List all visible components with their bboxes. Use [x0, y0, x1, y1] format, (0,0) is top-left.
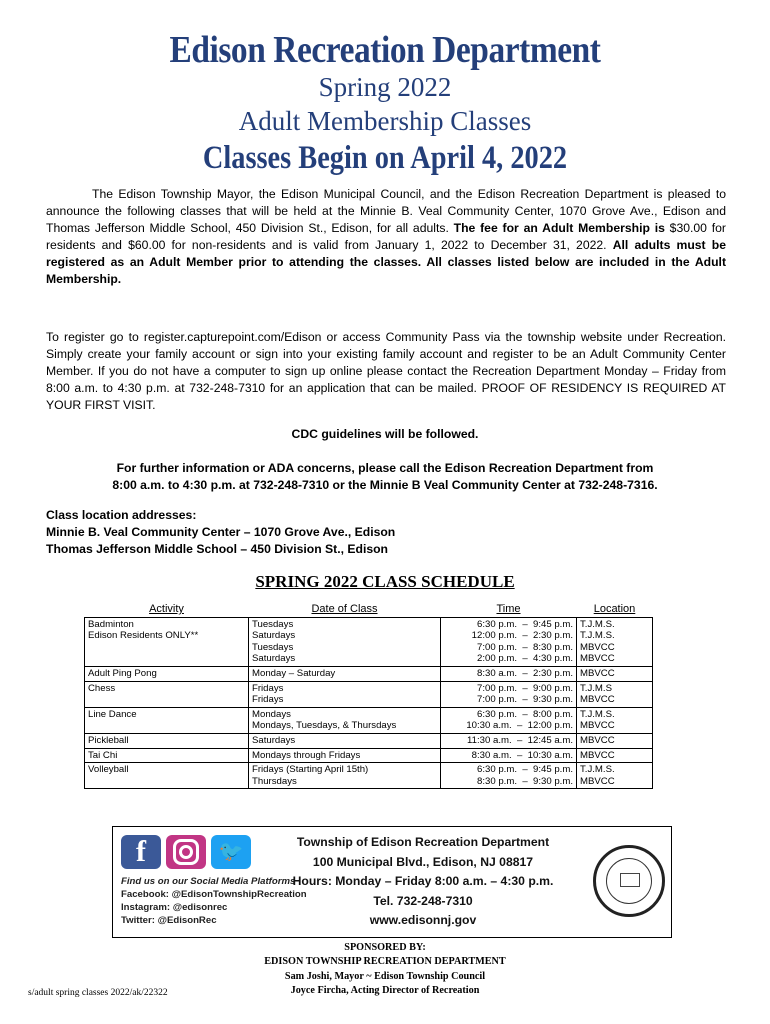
cell-location — [577, 748, 653, 763]
location-line: MBVCC — [580, 667, 615, 679]
time-line: 12:00 p.m. – 2:30 p.m. — [471, 630, 573, 642]
header-date: Date of Class — [311, 603, 378, 615]
cell-activity — [85, 707, 249, 733]
facebook-icon: f — [121, 835, 161, 869]
social-heading: Find us on our Social Media Platforms — [121, 876, 296, 887]
activity-line: Adult Ping Pong — [88, 667, 157, 679]
twitter-icon: 🐦 — [211, 835, 251, 869]
schedule-title: SPRING 2022 CLASS SCHEDULE — [255, 572, 515, 591]
time-line: 6:30 p.m. – 9:45 p.m. — [477, 618, 573, 630]
cell-activity — [85, 763, 249, 789]
activity-line: Pickleball — [88, 734, 129, 746]
twitter-handle: Twitter: @EdisonRec — [121, 915, 217, 926]
office-phone: Tel. 732-248-7310 — [373, 893, 473, 908]
cell-activity — [85, 666, 249, 681]
date-line: Fridays (Starting April 15th) — [252, 764, 369, 776]
location-line: T.J.M.S. — [580, 764, 615, 776]
township-seal-icon — [593, 845, 665, 917]
footer-file-code: s/adult spring classes 2022/ak/22322 — [28, 988, 168, 998]
time-line: 8:30 a.m. – 10:30 a.m. — [471, 749, 573, 761]
cell-location — [577, 681, 653, 707]
cell-location — [577, 763, 653, 789]
location-line: T.J.M.S — [580, 682, 612, 694]
date-line: Saturdays — [252, 653, 296, 665]
office-hours: Hours: Monday – Friday 8:00 a.m. – 4:30 p.m. — [292, 874, 554, 889]
cell-activity — [85, 681, 249, 707]
cell-activity — [85, 617, 249, 666]
activity-line: Volleyball — [88, 764, 129, 776]
table-row — [85, 748, 653, 763]
time-line: 6:30 p.m. – 8:00 p.m. — [477, 708, 573, 720]
intro-fee-text: $30.00 for residents and $60.00 for non-residents and is valid from January 1, 2022 to December 31, 2022. — [46, 221, 726, 252]
cell-time — [441, 763, 577, 789]
table-row — [85, 707, 653, 733]
activity-line — [88, 694, 245, 706]
cell-time — [441, 681, 577, 707]
cell-activity — [85, 733, 249, 748]
location-tjms: Thomas Jefferson Middle School – 450 Division St., Edison — [46, 542, 388, 556]
facebook-handle: Facebook: @EdisonTownshipRecreation — [121, 889, 307, 900]
date-line: Monday – Saturday — [252, 667, 336, 679]
date-line: Tuesdays — [252, 618, 294, 630]
cell-location — [577, 707, 653, 733]
schedule-body — [85, 617, 653, 789]
contact-box — [112, 826, 672, 938]
activity-line: Chess — [88, 682, 116, 694]
location-line: T.J.M.S. — [580, 708, 615, 720]
title-season: Spring 2022 — [318, 72, 452, 102]
intro-text-1: The Edison Township Mayor, the Edison Municipal Council, and the Edison Recreation Department is pleased to announce the following classes that will be held at the Minnie B. Veal Community Center, 1070 Grove Ave., Edison and Thomas Jefferson Middle School, 450 Division St., Edison, for all adults. — [46, 187, 726, 235]
time-line: 8:30 p.m. – 9:30 p.m. — [477, 775, 573, 787]
activity-line — [88, 720, 245, 732]
location-line: T.J.M.S. — [580, 618, 615, 630]
cell-date — [249, 666, 441, 681]
date-line: Mondays through Fridays — [252, 749, 361, 761]
locations-heading: Class location addresses: — [46, 508, 197, 522]
location-line: MBVCC — [580, 694, 615, 706]
date-line: Fridays — [252, 694, 284, 706]
sponsor-department: EDISON TOWNSHIP RECREATION DEPARTMENT — [264, 956, 506, 968]
header-time: Time — [496, 603, 521, 615]
time-line: 7:00 p.m. – 8:30 p.m. — [477, 641, 573, 653]
info-line-2: 8:00 a.m. to 4:30 p.m. at 732-248-7310 or the Minnie B Veal Community Center at 732-248-7316. — [112, 478, 658, 492]
cell-date — [249, 748, 441, 763]
time-line: 8:30 a.m. – 2:30 p.m. — [477, 667, 573, 679]
cell-time — [441, 666, 577, 681]
table-row — [85, 666, 653, 681]
date-line: Saturdays — [252, 734, 296, 746]
activity-line — [88, 776, 245, 788]
cell-location — [577, 617, 653, 666]
cell-activity — [85, 748, 249, 763]
time-line: 10:30 a.m. – 12:00 p.m. — [466, 720, 573, 732]
intro-fee-label: The fee for an Adult Membership is — [453, 221, 665, 235]
instagram-icon — [166, 835, 206, 869]
social-handles — [121, 875, 307, 927]
info-contact — [0, 460, 770, 494]
table-row — [85, 763, 653, 789]
activity-line: Line Dance — [88, 708, 137, 720]
date-line: Fridays — [252, 682, 284, 694]
time-line: 6:30 p.m. – 9:45 p.m. — [477, 764, 573, 776]
cell-date — [249, 681, 441, 707]
time-line: 7:00 p.m. – 9:00 p.m. — [477, 682, 573, 694]
cell-location — [577, 733, 653, 748]
activity-line: Edison Residents ONLY** — [88, 630, 199, 642]
office-info — [283, 833, 563, 931]
class-schedule-table — [84, 603, 653, 789]
title-start-date: Classes Begin on April 4, 2022 — [202, 140, 568, 176]
cell-date — [249, 763, 441, 789]
sponsor-mayor: Sam Joshi, Mayor ~ Edison Township Council — [284, 970, 486, 982]
cell-date — [249, 617, 441, 666]
location-line: MBVCC — [580, 734, 615, 746]
info-line-1: For further information or ADA concerns, please call the Edison Recreation Department from — [116, 461, 654, 475]
time-line: 7:00 p.m. – 9:30 p.m. — [477, 694, 573, 706]
activity-line — [88, 653, 245, 665]
title-department: Edison Recreation Department — [169, 29, 601, 71]
table-row — [85, 617, 653, 666]
location-line: MBVCC — [580, 775, 615, 787]
cell-date — [249, 733, 441, 748]
sponsor-director: Joyce Fircha, Acting Director of Recreation — [290, 985, 480, 997]
activity-line: Badminton — [88, 618, 134, 630]
intro-paragraph — [46, 186, 726, 288]
table-row — [85, 733, 653, 748]
intro-registration-note: All adults must be registered as an Adult Member prior to attending the classes. All classes listed below are included in the Adult Membership. — [46, 238, 727, 286]
location-line: MBVCC — [580, 653, 615, 665]
time-line: 11:30 a.m. – 12:45 a.m. — [467, 734, 573, 746]
date-line: Thursdays — [252, 775, 297, 787]
time-line: 2:00 p.m. – 4:30 p.m. — [477, 653, 573, 665]
cdc-note: CDC guidelines will be followed. — [291, 427, 479, 441]
location-line: MBVCC — [580, 641, 615, 653]
location-line: MBVCC — [580, 749, 615, 761]
cell-time — [441, 707, 577, 733]
instagram-handle: Instagram: @edisonrec — [121, 902, 228, 913]
location-line: T.J.M.S. — [580, 630, 615, 642]
office-name: Township of Edison Recreation Department — [296, 835, 550, 849]
header-activity: Activity — [149, 603, 184, 615]
office-address: 100 Municipal Blvd., Edison, NJ 08817 — [312, 854, 534, 869]
title-program: Adult Membership Classes — [238, 106, 532, 136]
sponsor-heading: SPONSORED BY: — [344, 942, 426, 953]
cell-date — [249, 707, 441, 733]
register-paragraph: To register go to register.capturepoint.com/Edison or access Community Pass via the township website under Recreation. Simply create your family account or sign into your existing family account and register to be an Adult Community Center Member. If you do not have a computer to sign up online please contact the Recreation Department Monday – Friday from 8:00 a.m. to 4:30 p.m. at 732-248-7310 for an application that can be mailed. PROOF OF RESIDENCY IS REQUIRED AT YOUR FIRST VISIT. — [46, 330, 726, 412]
table-row — [85, 681, 653, 707]
activity-line — [88, 642, 245, 654]
date-line: Tuesdays — [252, 641, 294, 653]
date-line: Saturdays — [252, 630, 296, 642]
class-locations — [46, 507, 395, 558]
cell-time — [441, 748, 577, 763]
cell-location — [577, 666, 653, 681]
date-line: Mondays — [252, 708, 291, 720]
header-location: Location — [593, 603, 636, 615]
cell-time — [441, 617, 577, 666]
activity-line: Tai Chi — [88, 749, 118, 761]
location-mbvcc: Minnie B. Veal Community Center – 1070 Grove Ave., Edison — [46, 525, 396, 539]
location-line: MBVCC — [580, 720, 615, 732]
office-website: www.edisonnj.gov — [369, 913, 477, 928]
table-header-row — [85, 603, 653, 617]
cell-time — [441, 733, 577, 748]
social-icons — [121, 835, 253, 869]
date-line: Mondays, Tuesdays, & Thursdays — [252, 720, 397, 732]
